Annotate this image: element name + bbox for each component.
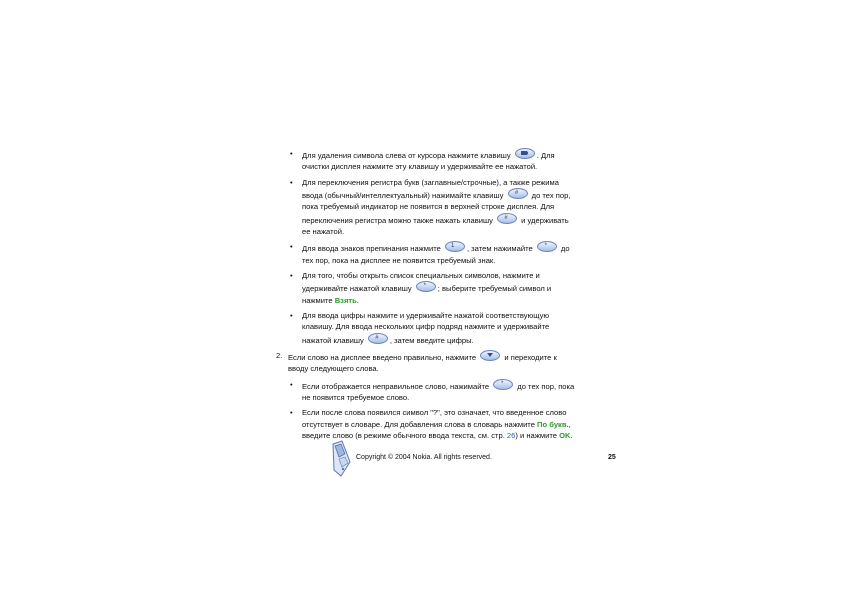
star-key-icon: *: [493, 379, 513, 390]
text-run: Для удаления символа слева от курсора нажмите клавишу: [302, 151, 513, 160]
softkey-label: OK: [559, 431, 571, 441]
text-run: , затем нажимайте: [466, 244, 535, 254]
text-run: .: [356, 295, 359, 305]
bullet-item: [276, 177, 576, 238]
bullet-mark: •: [290, 271, 293, 281]
c-key-icon: [515, 148, 535, 159]
text-run: . Для очистки дисплея нажмите эту клавишу и удерживайте ее нажатой.: [302, 151, 555, 172]
bullet-item: [276, 407, 576, 441]
bullet-text: [302, 407, 576, 441]
hash-key-icon: #: [497, 213, 517, 224]
text-run: до тех пор, пока на дисплее не появится требуемый знак.: [302, 244, 570, 265]
text-run: , затем введите цифры.: [389, 335, 474, 345]
bullet-text: [302, 148, 576, 173]
text-run: Если слово на дисплее введено правильно, нажмите: [288, 353, 479, 363]
text-run: Для ввода цифры нажмите и удерживайте нажатой соответствующую клавишу. Для ввода нескольких цифр подряд нажмите и удерживайте нажатой клавишу: [302, 311, 550, 345]
bullet-item: [276, 148, 576, 173]
page-reference-link[interactable]: 26: [506, 431, 516, 441]
star-key-icon: *: [416, 281, 436, 292]
softkey-label: Взять: [334, 295, 357, 305]
text-run: .: [570, 431, 573, 441]
bullet-text: [302, 241, 576, 266]
text-run: ) и нажмите: [515, 431, 560, 441]
bullet-mark: •: [290, 242, 293, 252]
text-run: и удерживать ее нажатой.: [302, 215, 569, 237]
zero-key-icon: [480, 350, 500, 361]
hash-key-icon: #: [368, 333, 388, 344]
bullet-item: [276, 310, 576, 346]
bullet-text: [302, 310, 576, 346]
bullet-text: [302, 379, 576, 404]
nokia-phone-icon: [330, 440, 352, 478]
bullet-mark: •: [290, 311, 293, 321]
page-footer: [330, 440, 620, 480]
text-run: ; выберите требуемый символ и нажмите: [302, 284, 552, 305]
copyright-text: Copyright © 2004 Nokia. All rights reserved.: [356, 454, 492, 461]
text-run: Для переключения регистра букв (заглавные/строчные), а также режима ввода (обычный/интеллектуальный) нажимайте клавишу: [302, 177, 559, 201]
bullet-mark: •: [290, 408, 293, 418]
text-run: Если после слова появился символ "?", это означает, что введенное слово отсутствует в словаре. Для добавления слова в словарь нажмите: [302, 408, 567, 429]
step-2-text: [288, 350, 576, 375]
bullet-mark: •: [290, 177, 293, 187]
bullet-item: [276, 379, 576, 404]
step-number: 2.: [276, 351, 283, 361]
bullet-mark: •: [290, 149, 293, 158]
text-run: и переходите к вводу следующего слова.: [288, 353, 557, 374]
text-run: , введите слово (в режиме обычного ввода текста, см. стр.: [302, 419, 571, 441]
text-run: до тех пор, пока не появится требуемое слово.: [302, 381, 575, 403]
bullet-list-top: [276, 148, 576, 346]
step-2: [276, 350, 576, 375]
one-key-icon: 1: [445, 241, 465, 252]
hash-key-icon: #: [508, 188, 528, 199]
text-run: Если отображается неправильное слово, нажимайте: [302, 381, 492, 391]
instructions-section: [276, 148, 576, 445]
bullet-item: [276, 270, 576, 306]
page-number: 25: [608, 454, 616, 461]
star-key-icon: *: [537, 241, 557, 252]
text-run: Для ввода знаков препинания нажмите: [302, 244, 443, 254]
bullet-text: [302, 177, 576, 238]
softkey-label: По букв.: [537, 419, 569, 429]
bullet-mark: •: [290, 379, 293, 389]
text-run: до тех пор, пока требуемый индикатор не появится в верхней строке дисплея. Для переключения регистра можно также нажать клавишу: [302, 191, 571, 225]
bullet-item: [276, 241, 576, 266]
bullet-text: [302, 270, 576, 306]
text-run: Для того, чтобы открыть список специальных символов, нажмите и удерживайте нажатой клавишу: [302, 271, 540, 294]
bullet-list-bottom: [276, 379, 576, 442]
